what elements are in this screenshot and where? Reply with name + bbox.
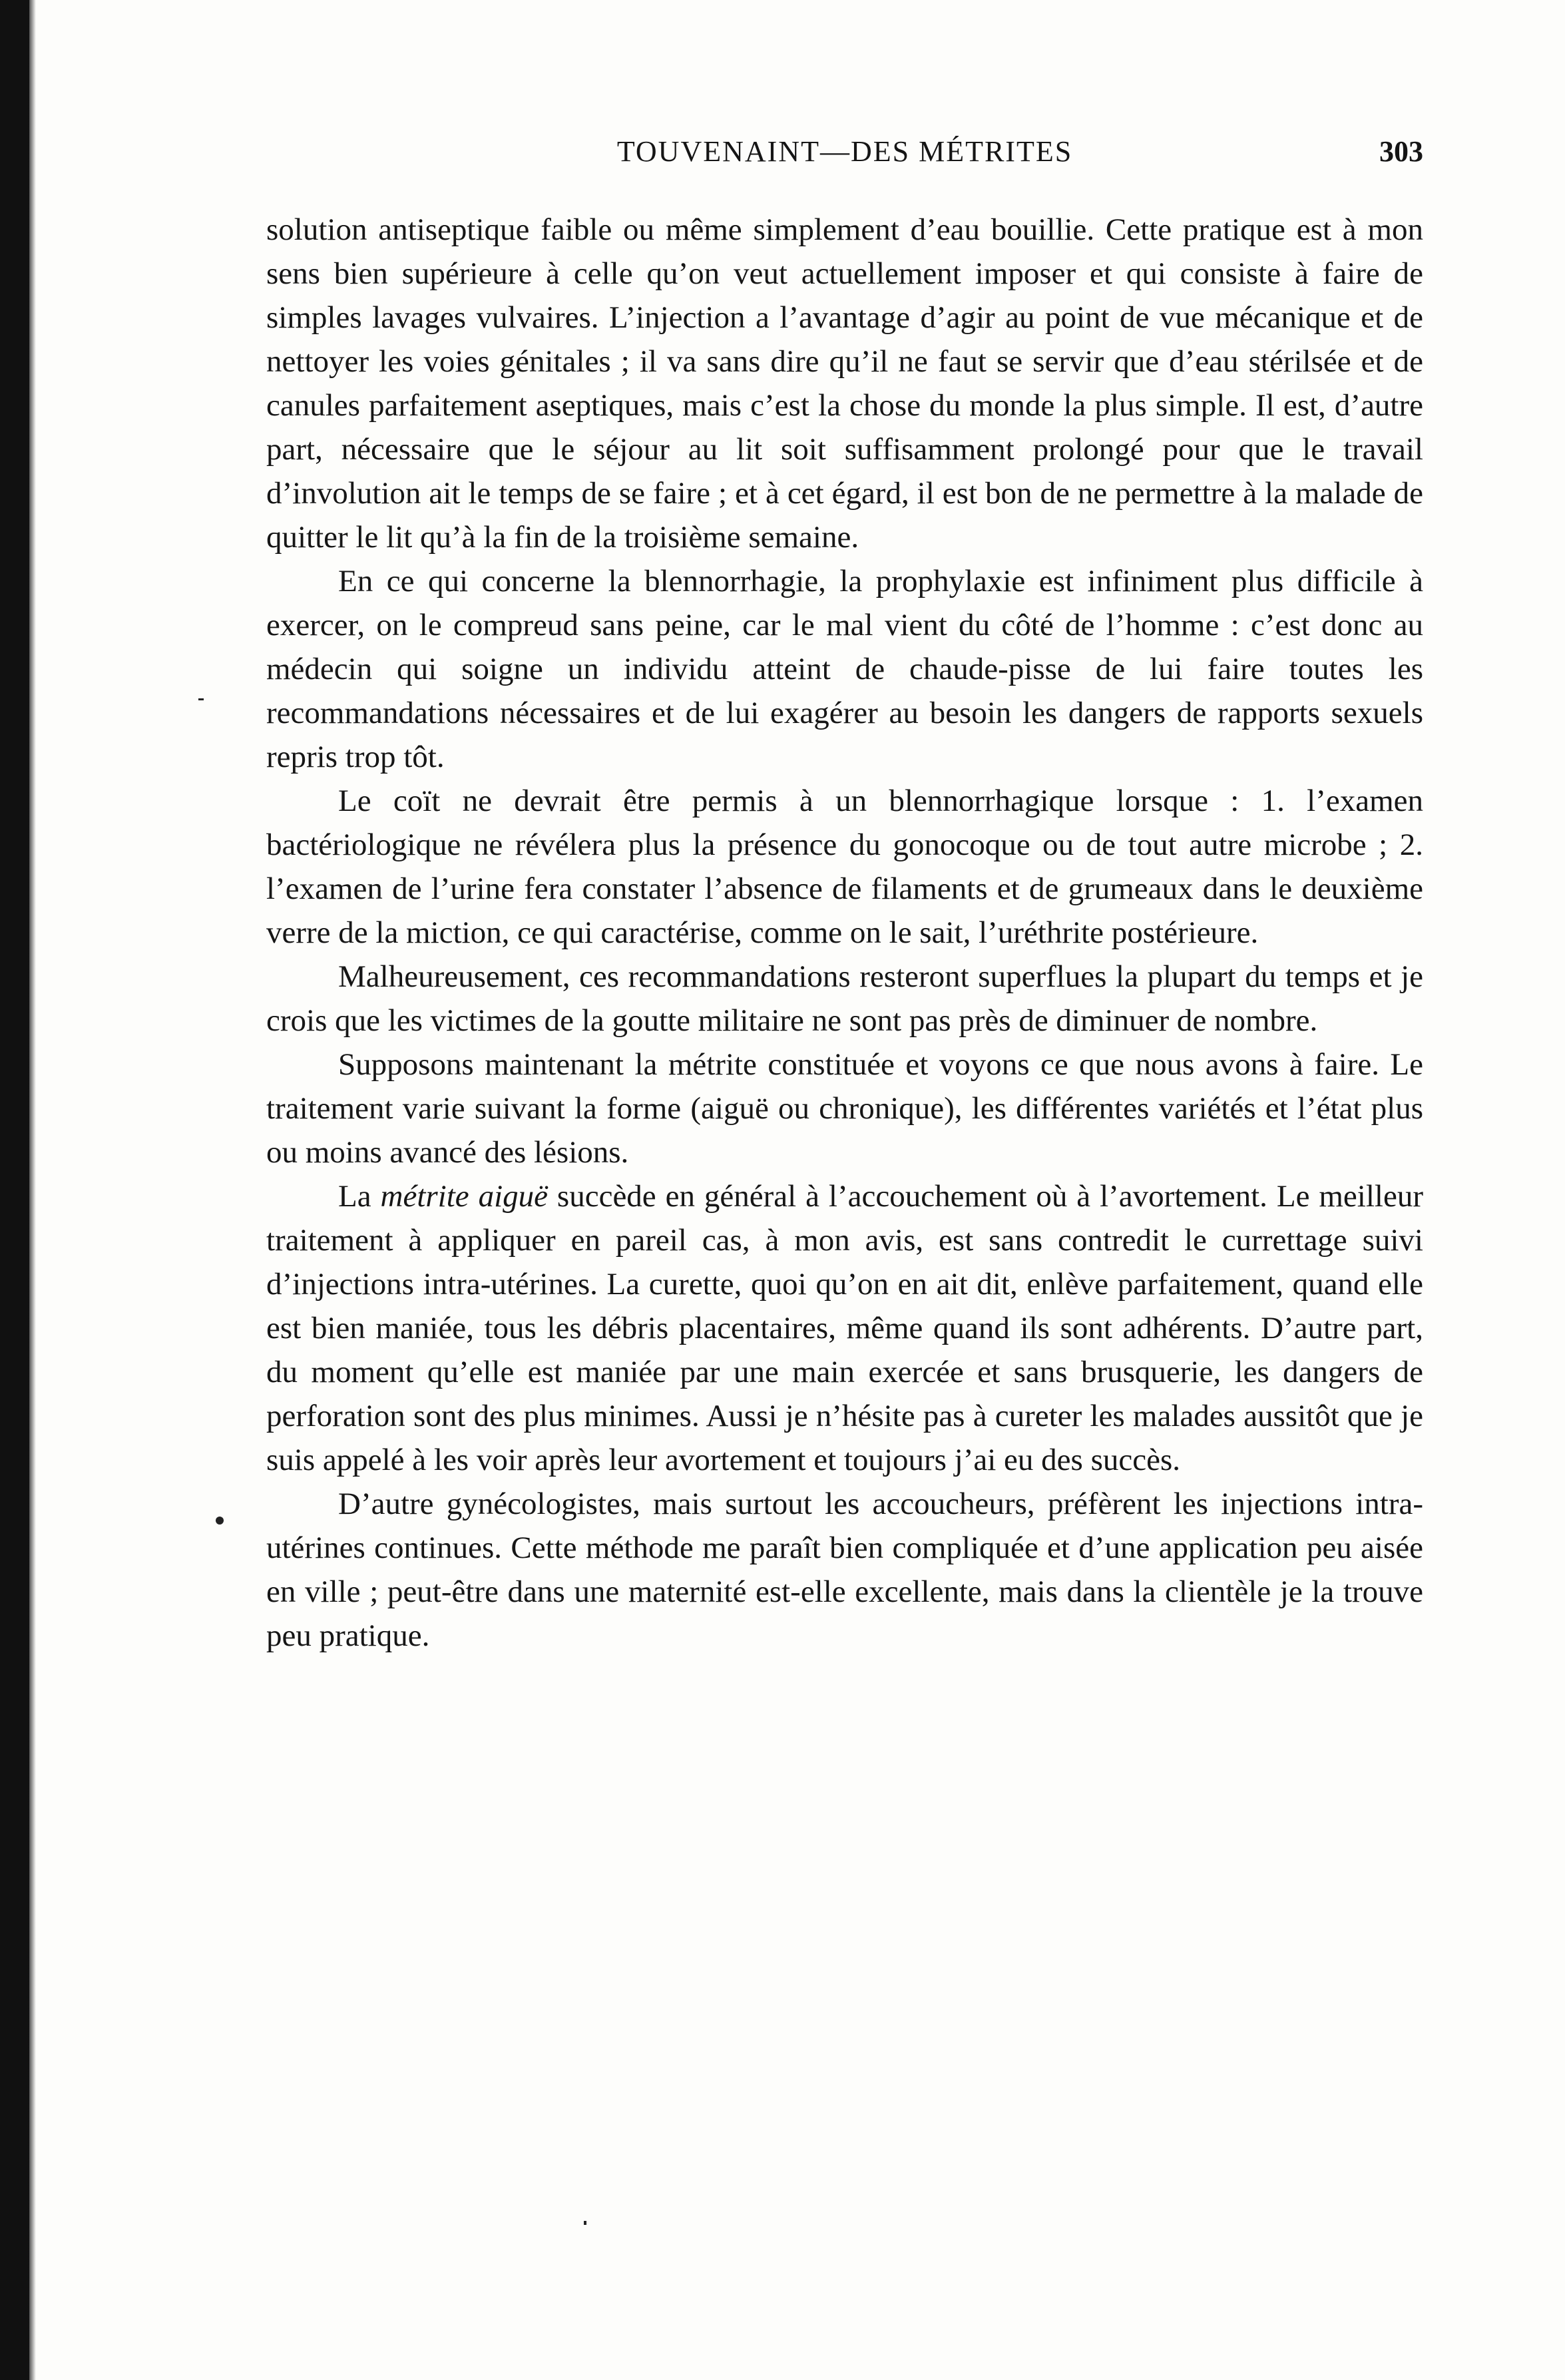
page-header (266, 134, 1423, 181)
page-number: 303 (1379, 135, 1423, 168)
margin-dash-mark (198, 698, 204, 700)
paragraph-6-rest: succède en général à l’accouchement où à l’avortement. Le meilleur traitement à appliquer en pareil cas, à mon avis, est sans contredit le currettage suivi d’injections intra-utérines. La curette, quoi qu’on en ait dit, enlève parfaitement, quand elle est bien maniée, tous les débris placentaires, même quand ils sont adhérents. D’autre part, du moment qu’elle est maniée par une main exercée et sans brusquerie, les dangers de perforation sont des plus minimes. Aussi je n’hésite pas à cureter les malades aussitôt que je suis appelé à les voir après leur avortement et toujours j’ai eu des succès. (266, 1179, 1423, 1477)
bottom-tick-mark (584, 2221, 586, 2225)
running-title: TOUVENAINT—DES MÉTRITES (616, 135, 1073, 168)
paragraph-2: En ce qui concerne la blennorrhagie, la prophylaxie est infiniment plus difficile à exercer, on le compreud sans peine, car le mal vient du côté de l’homme : c’est donc au médecin qui soigne un individu atteint de chaude-pisse de lui faire toutes les recommandations nécessaires et de lui exagérer au besoin les dangers de rapports sexuels repris trop tôt. (266, 564, 1423, 774)
binding-edge-gradient (29, 0, 36, 2380)
paragraph-5: Supposons maintenant la métrite constituée et voyons ce que nous avons à faire. Le traitement varie suivant la forme (aiguë ou chronique), les différentes variétés et l’état plus ou moins avancé des lésions. (266, 1047, 1423, 1170)
body-text (266, 208, 1423, 1658)
paragraph-1: solution antiseptique faible ou même simplement d’eau bouillie. Cette pratique est à mon sens bien supérieure à celle qu’on veut actuellement imposer et qui consiste à faire de simples lavages vulvaires. L’injection a l’avantage d’agir au point de vue mécanique et de nettoyer les voies génitales ; il va sans dire qu’il ne faut se servir que d’eau stérilsée et de canules parfaitement aseptiques, mais c’est la chose du monde la plus simple. Il est, d’autre part, nécessaire que le séjour au lit soit suffisamment prolongé pour que le travail d’involution ait le temps de se faire ; et à cet égard, il est bon de ne permettre à la malade de quitter le lit qu’à la fin de la troisième semaine. (266, 212, 1423, 555)
paragraph-3: Le coït ne devrait être permis à un blennorrhagique lorsque : 1. l’examen bactériologique ne révélera plus la présence du gonocoque ou de tout autre microbe ; 2. l’examen de l’urine fera constater l’absence de filaments et de grumeaux dans le deuxième verre de la miction, ce qui caractérise, comme on le sait, l’uréthrite postérieure. (266, 784, 1423, 950)
paragraph-6 (266, 1174, 1423, 1482)
paragraph-6-italic-term: métrite aiguë (380, 1179, 548, 1214)
binding-spine-shadow (0, 0, 29, 2380)
paragraph-6-start: La (338, 1179, 381, 1214)
margin-dot-mark (216, 1517, 224, 1525)
paragraph-7: D’autre gynécologistes, mais surtout les accoucheurs, préfèrent les injections intra-utérines continues. Cette méthode me paraît bien compliquée et d’une application peu aisée en ville ; peut-être dans une maternité est-elle excellente, mais dans la clientèle je la trouve peu pratique. (266, 1487, 1423, 1653)
paragraph-4: Malheureusement, ces recommandations resteront superflues la plupart du temps et je crois que les victimes de la goutte militaire ne sont pas près de diminuer de nombre. (266, 959, 1423, 1038)
